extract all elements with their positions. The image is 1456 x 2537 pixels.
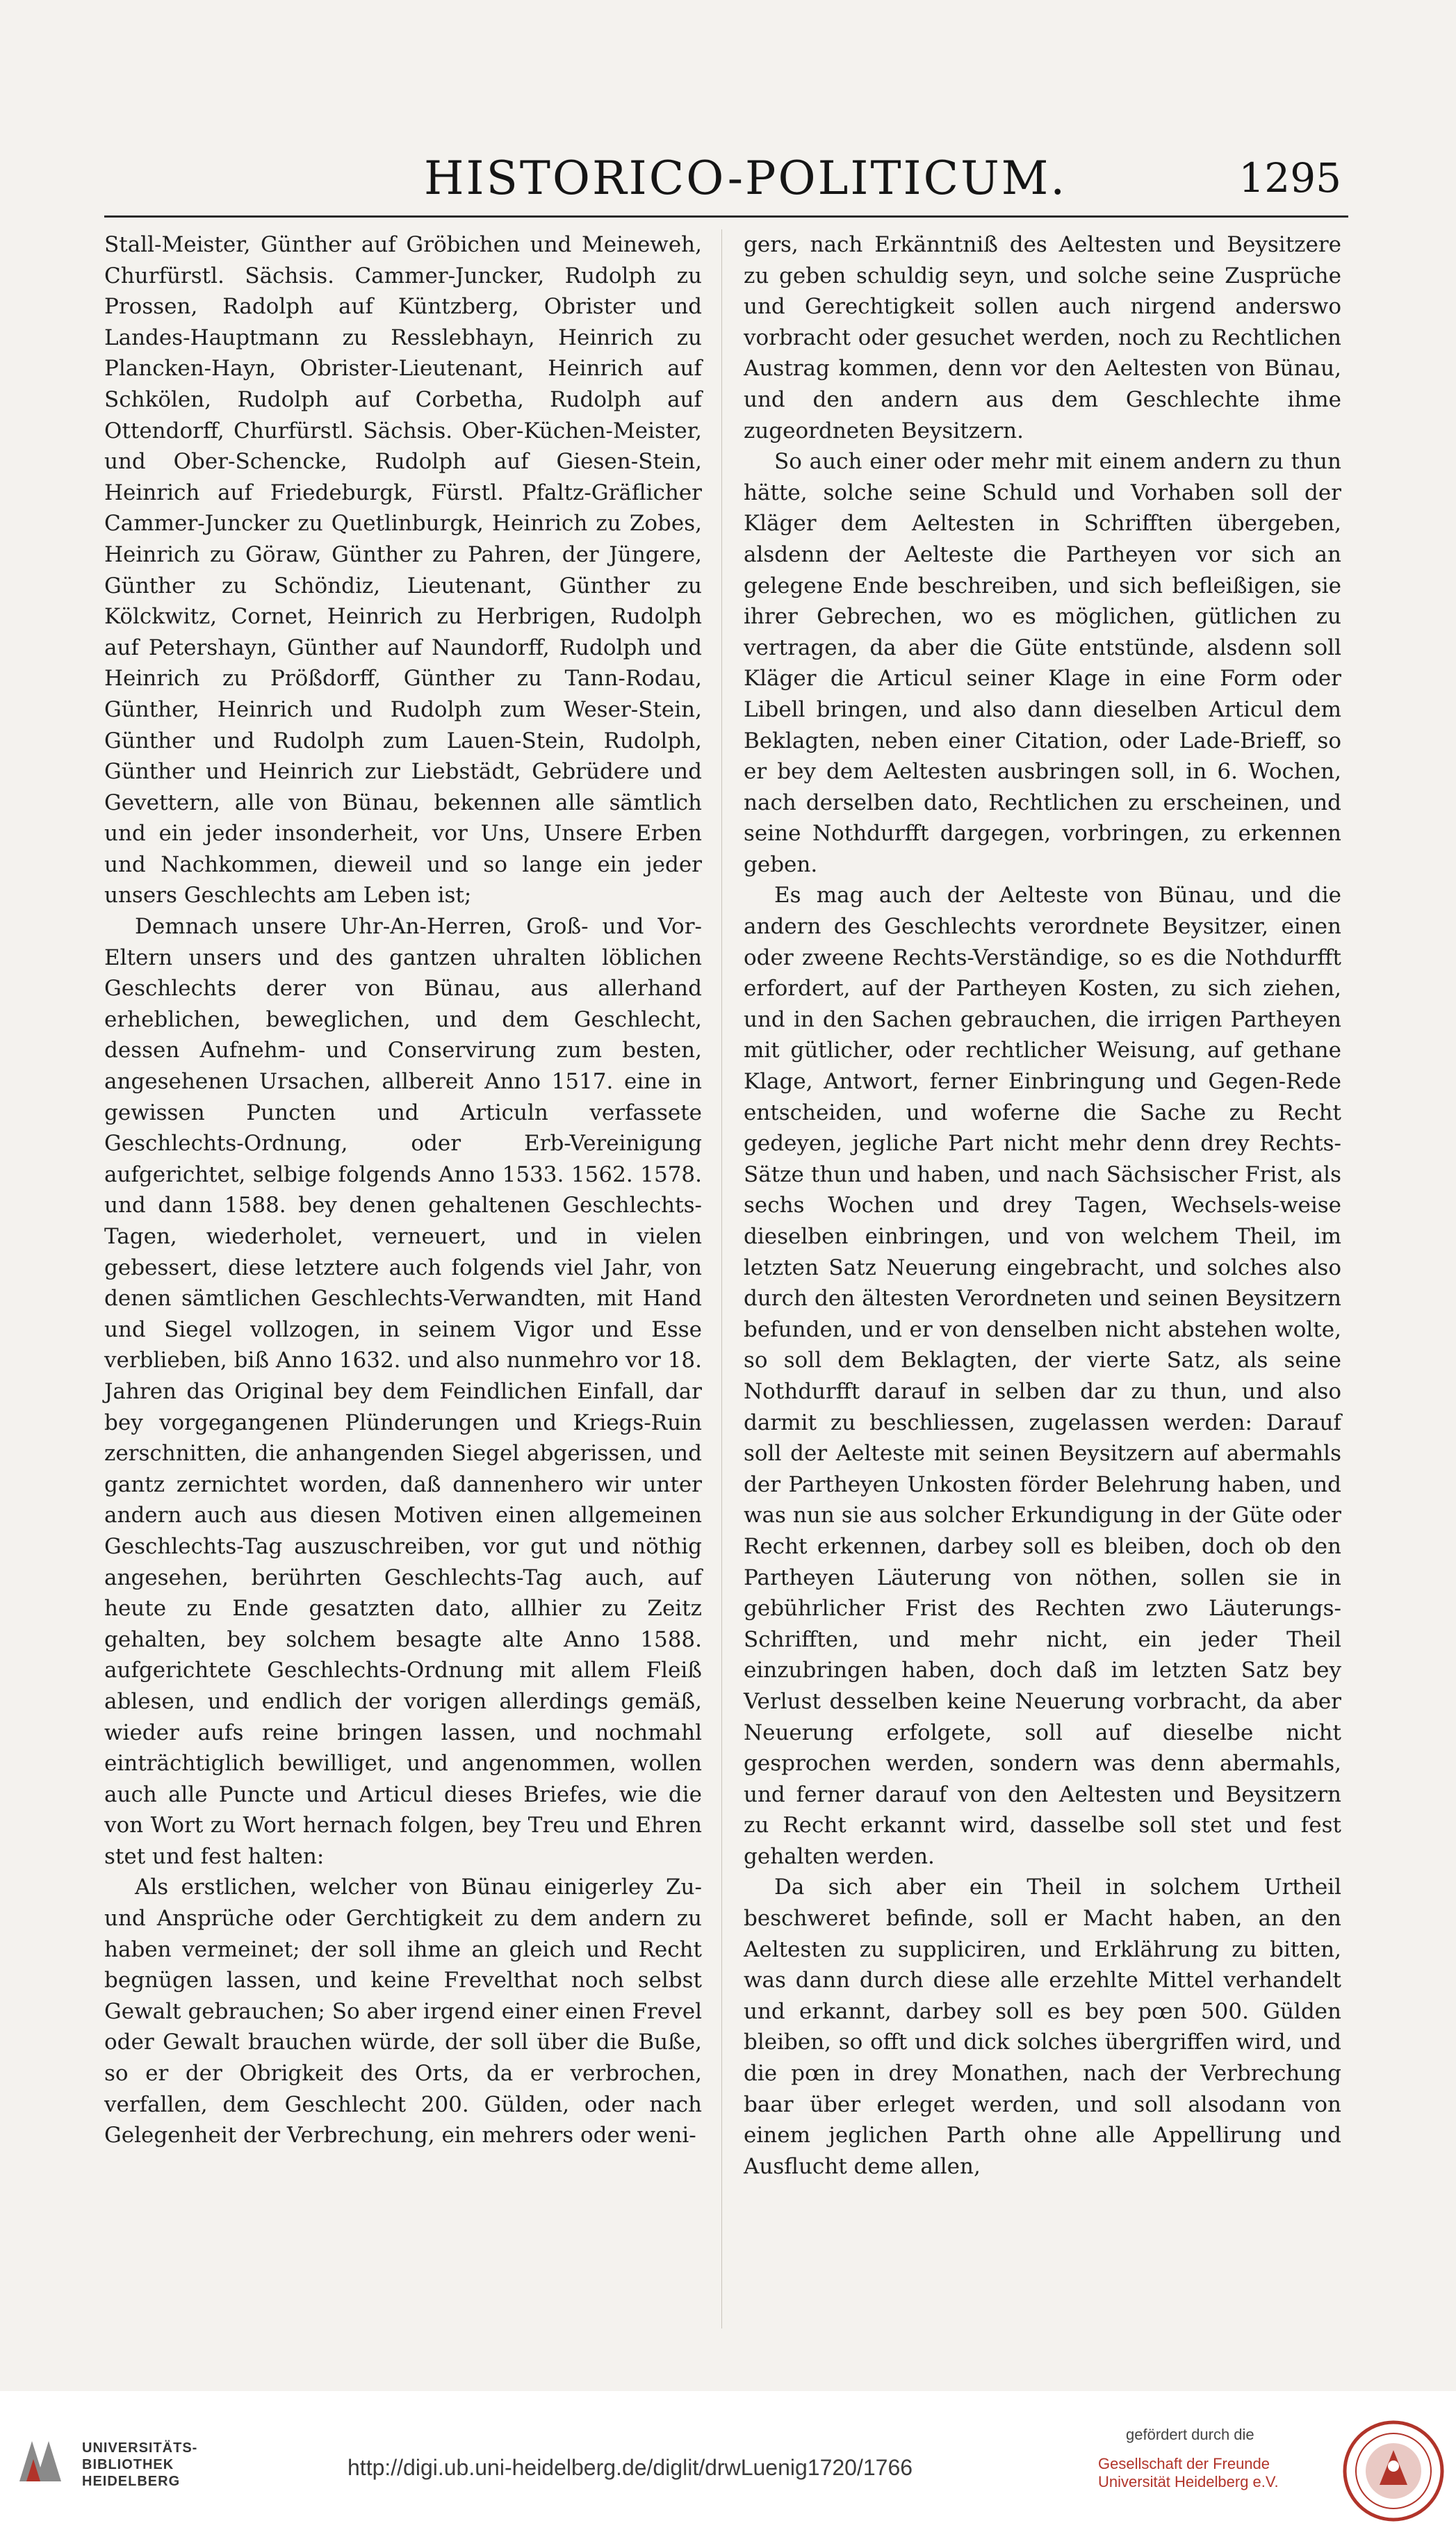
library-name-line: HEIDELBERG — [82, 2474, 181, 2489]
running-head — [104, 139, 1348, 215]
sponsor-name — [1098, 2455, 1307, 2491]
page-content — [104, 139, 1348, 2335]
sponsor-name-line: Universität Heidelberg e.V. — [1098, 2473, 1279, 2490]
sponsor-label: gefördert durch die — [1126, 2426, 1254, 2443]
left-paragraph-3: Als erstlichen, welcher von Bünau einigerley Zu- und Ansprüche oder Gerchtigkeit zu dem andern zu haben vermeinet; der soll ihme an gleich und Recht begnügen lassen, und keine Frevelthat noch selbst Gewalt gebrauchen; So aber irgend einer einen Frevel oder Gewalt brauchen würde, der soll über die Buße, so er der Obrigkeit des Orts, da er verbrochen, verfallen, dem Geschlecht 200. Gülden, oder nach Gelegenheit der Verbrechung, ein mehrers oder weni- — [104, 1875, 702, 2148]
right-column — [744, 229, 1341, 2335]
left-paragraph-2: Demnach unsere Uhr-An-Herren, Groß- und Vor-Eltern unsers und des gantzen uhralten löblichen Geschlechts derer von Bünau, aus allerhand erheblichen, beweglichen, und dem Geschlecht, dessen Aufnehm- und Conservirung zum besten, angesehenen Ursachen, allbereit Anno 1517. eine in gewissen Puncten und Articuln verfassete Geschlechts-Ordnung, oder Erb-Vereinigung aufgerichtet, selbige folgends Anno 1533. 1562. 1578. und dann 1588. bey denen gehaltenen Geschlechts-Tagen, wiederholet, verneuert, und in vielen gebessert, diese letztere auch folgends viel Jahr, von denen sämtlichen Geschlechts-Verwandten, mit Hand und Siegel vollzogen, in seinem Vigor und Esse verblieben, biß Anno 1632. und also nunmehro vor 18. Jahren das Original bey dem Feindlichen Einfall, dar bey vorgegangenen Plünderungen und Kriegs-Ruin zerschnitten, die anhangenden Siegel abgerissen, und gantz zernichtet worden, daß dannenhero wir unter andern auch aus diesen Motiven einen allgemeinen Geschlechts-Tag auszuschreiben, vor gut und nöthig angesehen, berührten Geschlechts-Tag auch, auf heute zu Ende gesatzten dato, allhier zu Zeitz gehalten, bey solchem besagte alte Anno 1588. aufgerichtete Geschlechts-Ordnung mit allem Fleiß ablesen, und endlich der vorigen allerdings gemäß, wieder aufs reine bringen lassen, und nochmahl einträchtiglich bewilliget, und angenommen, wollen auch alle Puncte und Articul dieses Briefes, wie die von Wort zu Wort hernach folgen, bey Treu und Ehren stet und fest halten: — [104, 914, 702, 1869]
library-name-line: UNIVERSITÄTS- — [82, 2440, 198, 2456]
text-columns — [104, 229, 1348, 2335]
library-name — [82, 2440, 235, 2490]
right-paragraph-2: So auch einer oder mehr mit einem andern zu thun hätte, solche seine Schuld und Vorhaben soll der Kläger dem Aeltesten in Schrifften übergeben, alsdenn der Aelteste die Partheyen vor sich an gelegene Ende beschreiben, und sich befleißigen, sie ihrer Gebrechen, wo es möglichen, gütlichen zu vertragen, da aber die Güte entstünde, alsdenn soll Kläger die Articul seiner Klage in eine Form oder Libell bringen, und also dann dieselben Articul dem Beklagten, neben einer Citation, oder Lade-Brieff, so er bey dem Aeltesten ausbringen soll, in 6. Wochen, nach derselben dato, Rechtlichen zu erscheinen, und seine Nothdurfft dargegen, vorbringen, zu erkennen geben. — [744, 449, 1341, 877]
left-paragraph-1: Stall-Meister, Günther auf Gröbichen und Meineweh, Churfürstl. Sächsis. Cammer-Juncker, Rudolph zu Prossen, Radolph auf Küntzberg, Obrister und Landes-Hauptmann zu Resslebhayn, Heinrich zu Plancken-Hayn, Obrister-Lieutenant, Heinrich auf Schkölen, Rudolph auf Corbetha, Rudolph auf Ottendorff, Churfürstl. Sächsis. Ober-Küchen-Meister, und Ober-Schencke, Rudolph auf Giesen-Stein, Heinrich auf Friedeburgk, Fürstl. Pfaltz-Gräflicher Cammer-Juncker zu Quetlinburgk, Heinrich zu Zobes, Heinrich zu Göraw, Günther zu Pahren, der Jüngere, Günther zu Schöndiz, Lieutenant, Günther zu Kölckwitz, Cornet, Heinrich zu Herbrigen, Rudolph auf Petershayn, Günther auf Naundorff, Rudolph und Heinrich zu Prößdorff, Günther zu Tann-Rodau, Günther, Heinrich und Rudolph zum Weser-Stein, Günther und Rudolph zum Lauen-Stein, Rudolph, Günther und Heinrich zur Liebstädt, Gebrüdere und Gevettern, alle von Bünau, bekennen alle sämtlich und ein jeder insonderheit, vor Uns, Unsere Erben und Nachkommen, dieweil und so lange ein jeder unsers Geschlechts am Leben ist; — [104, 232, 702, 908]
column-divider — [721, 229, 722, 2328]
page-number: 1295 — [1238, 154, 1341, 202]
right-paragraph-4: Da sich aber ein Theil in solchem Urtheil beschweret befinde, soll er Macht haben, an den Aeltesten zu suppliciren, und Erklährung zu bitten, was dann durch diese alle erzehlte Mittel verhandelt und erkannt, darbey soll es bey pœn 500. Gülden bleiben, so offt und dick solches übergriffen wird, und die pœn in drey Monathen, nach der Verbrechung baar über erleget werden, und soll alsodann von einem jeglichen Parth ohne alle Appellirung und Ausflucht deme allen, — [744, 1875, 1341, 2179]
sponsor-name-line: Gesellschaft der Freunde — [1098, 2455, 1270, 2472]
running-title: HISTORICO-POLITICUM. — [424, 152, 1068, 205]
digitization-footer — [0, 2391, 1456, 2537]
library-logo-icon — [13, 2433, 75, 2495]
university-seal-icon — [1341, 2419, 1446, 2523]
source-url-link[interactable]: http://digi.ub.uni-heidelberg.de/diglit/drwLuenig1720/1766 — [347, 2455, 913, 2480]
library-name-line: BIBLIOTHEK — [82, 2457, 174, 2472]
right-paragraph-1: gers, nach Erkänntniß des Aeltesten und Beysitzere zu geben schuldig seyn, und solche seine Zusprüche und Gerechtigkeit sollen auch nirgend anderswo vorbracht oder gesuchet werden, noch zu Rechtlichen Austrag kommen, denn vor den Aeltesten von Bünau, und den andern aus dem Geschlechte ihme zugeordneten Beysitzern. — [744, 232, 1341, 443]
header-rule — [104, 215, 1348, 218]
left-column — [104, 229, 702, 2335]
right-paragraph-3: Es mag auch der Aelteste von Bünau, und die andern des Geschlechts verordnete Beysitzer, einen oder zweene Rechts-Verständige, so es die Nothdurfft erfordert, auf der Partheyen Kosten, zu sich ziehen, und in den Sachen gebrauchen, die irrigen Partheyen mit gütlicher, oder rechtlicher Weisung, auf gethane Klage, Antwort, ferner Einbringung und Gegen-Rede entscheiden, und woferne die Sache zu Recht gedeyen, jegliche Part nicht mehr denn drey Rechts-Sätze thun und haben, und nach Sächsischer Frist, als sechs Wochen und drey Tagen, Wechsels-weise dieselben einbringen, und von welchem Theil, im letzten Satz Neuerung eingebracht, und solches also durch den ältesten Verordneten und seinen Beysitzern befunden, und er von denselben nicht abstehen wolte, so soll dem Beklagten, der vierte Satz, als seine Nothdurfft darauf in selben dar zu thun, und also darmit zu beschliessen, zugelassen werden: Darauf soll der Aelteste mit seinen Beysitzern auf abermahls der Partheyen Unkosten förder Belehrung haben, und was nun sie aus solcher Erkundigung in der Güte oder Recht erkennen, darbey soll es bleiben, doch ob den Partheyen Läuterung von nöthen, sollen sie in gebührlicher Frist des Rechten zwo Läuterungs-Schrifften, und mehr nicht, ein jeder Theil einzubringen haben, doch daß im letzten Satz bey Verlust desselben keine Neuerung vorbracht, da aber Neuerung erfolgete, soll auf dieselbe nicht gesprochen werden, sondern was denn abermahls, und ferner darauf von den Aeltesten und Beysitzern zu Recht erkannt wird, dasselbe soll stet und fest gehalten werden. — [744, 883, 1341, 1869]
